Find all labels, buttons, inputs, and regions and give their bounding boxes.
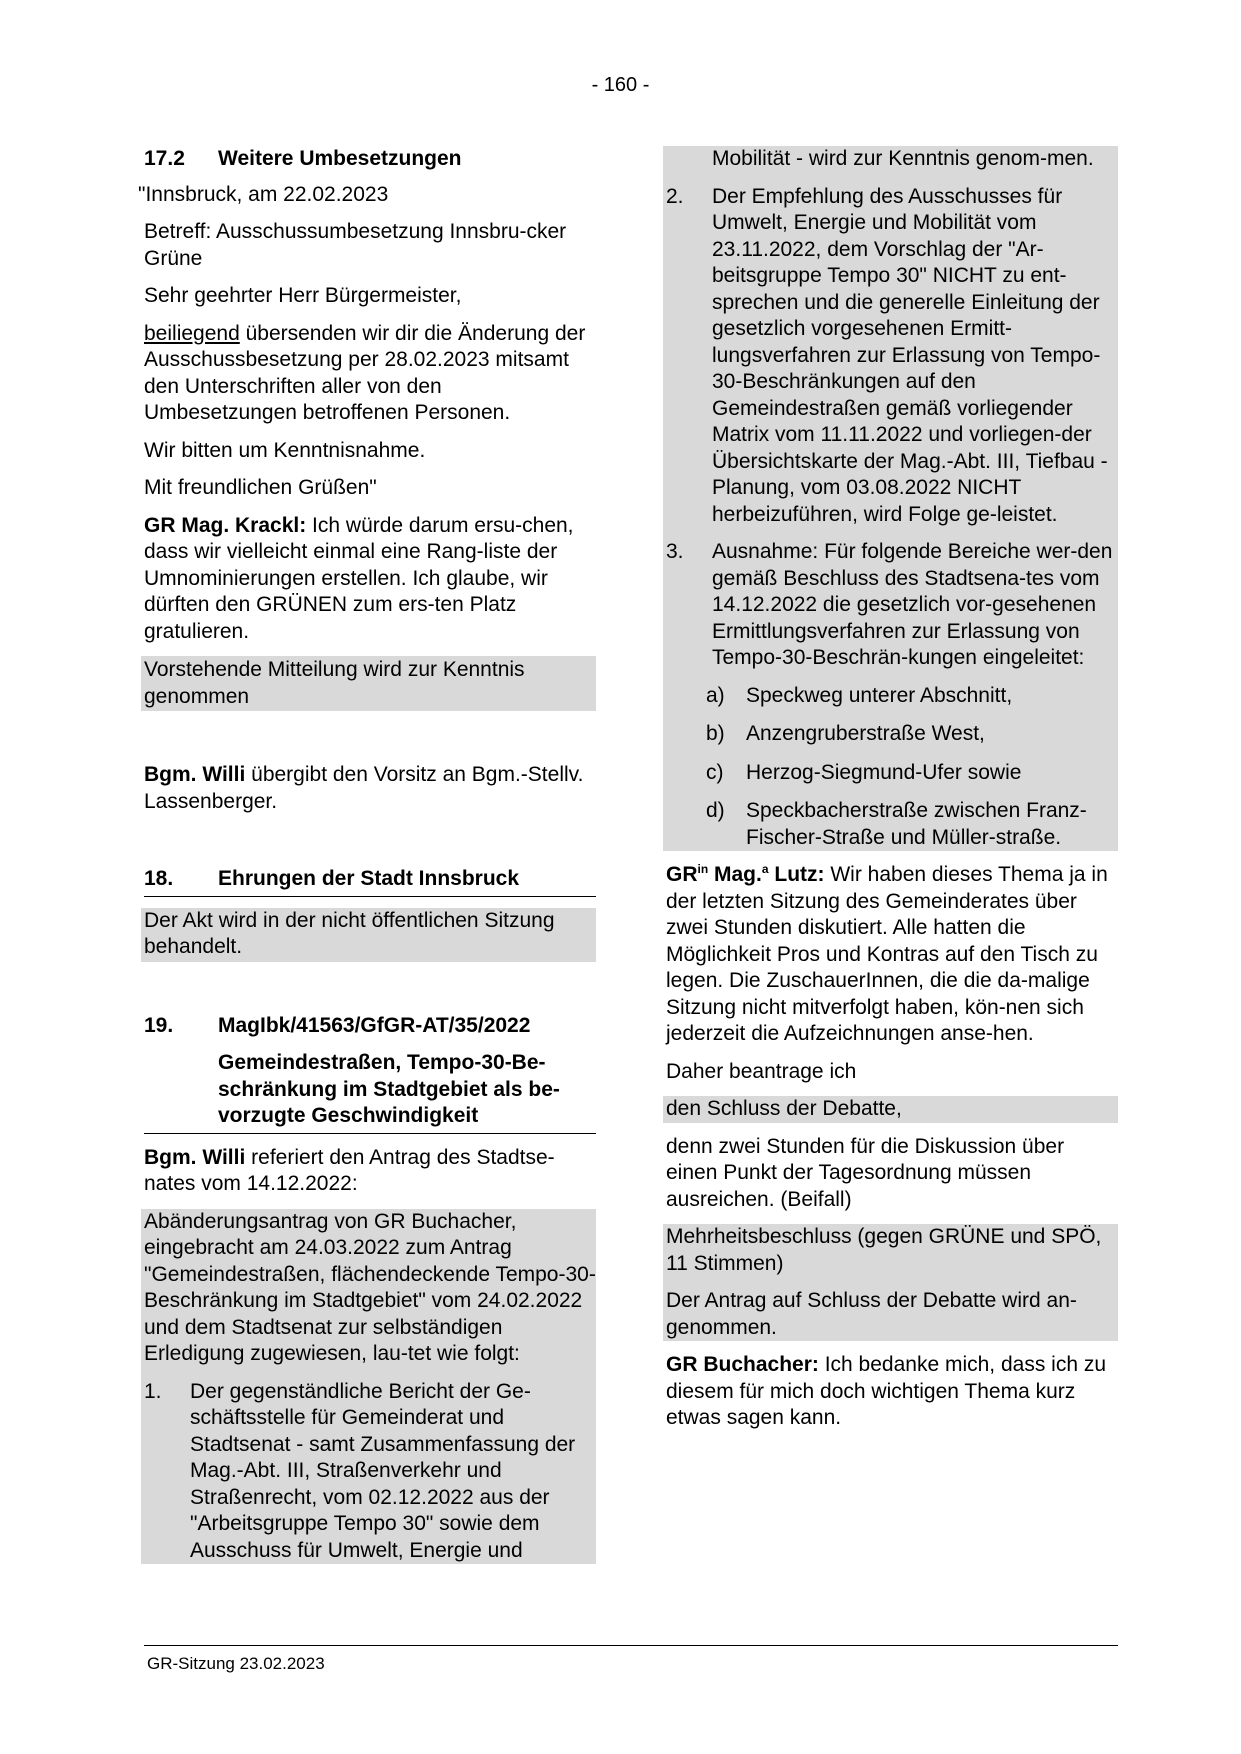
section-title: Gemeindestraßen, Tempo-30-Be-schränkung im Stadtgebiet als be-vorzugte Geschwindigkeit [218, 1051, 560, 1127]
list-item: 3. Ausnahme: Für folgende Bereiche wer-den gemäß Beschluss des Stadtsena-tes vom 14.12.2022 die gesetzlich vor-gesehenen Ermittlungsverfahren zur Erlassung von Tempo-30-Beschrän-kungen eingeleitet: [666, 540, 1113, 669]
letter-salutation: Sehr geehrter Herr Bürgermeister, [144, 284, 462, 307]
list-item: 2. Der Empfehlung des Ausschusses für Umwelt, Energie und Mobilität vom 23.11.2022, dem Vorschlag der "Ar-beitsgruppe Tempo 30" NICHT zu ent-sprechen und die generelle Einleitung der gesetzlich vorgesehenen Ermitt-lungsverfahren zur Erlassung von Tempo-30-Beschränkungen auf den Gemeindestraßen gemäß vorliegender Matrix vom 11.11.2022 und vorliegen-der Übersichtskarte der Mag.-Abt. III, Tiefbau - Planung, vom 03.08.2022 NICHT herbeizuführen, wird Folge ge-leistet. [666, 184, 1108, 526]
motion-box-continued [663, 146, 1118, 851]
motion-highlight: den Schluss der Debatte, [663, 1096, 1118, 1123]
speaker-name: Bgm. Willi [144, 1145, 246, 1169]
sub-list-item: c) Herzog-Siegmund-Ufer sowie [706, 760, 1022, 784]
notice-box: Der Akt wird in der nicht öffentlichen Sitzung behandelt. [141, 908, 596, 962]
notice-box: Vorstehende Mitteilung wird zur Kenntnis genommen [141, 656, 596, 711]
letter-subject: Betreff: Ausschussumbesetzung Innsbru-cker Grüne [144, 220, 567, 270]
list-item: Mobilität - wird zur Kenntnis genom-men. [712, 147, 1094, 170]
section-17-2-heading [144, 146, 596, 173]
section-number: 17.2 [144, 147, 185, 170]
section-18-heading [144, 866, 596, 897]
sub-list-item: a) Speckweg unterer Abschnitt, [706, 683, 1013, 707]
speech-buchacher: GR Buchacher: Ich bedanke mich, dass ich zu diesem für mich doch wichtigen Thema kurz etwas sagen kann. [666, 1353, 1107, 1429]
section-number: 19. [144, 1013, 174, 1037]
footer: GR-Sitzung 23.02.2023 [147, 1654, 325, 1673]
speech-lutz: $GR^{in}$ Mag.$^a$ Lutz: Wir haben dieses Thema ja in der letzten Sitzung des Gemeinderates über zwei Stunden diskutiert. Alle hatten die Möglichkeit Pros und Kontras auf den Tisch zu legen. Die ZuschauerInnen, die die da-malige Sitzung nicht mitverfolgt haben, kön-nen sich jederzeit die Aufzeichnungen anse-hen. [666, 862, 1108, 1045]
list-item: 1. Der gegenständliche Bericht der Ge-schäftsstelle für Gemeinderat und Stadtsenat - samt Zusammenfassung der Mag.-Abt. III, Straßenverkehr und Straßenrecht, vom 02.12.2022 aus der "Arbeitsgruppe Tempo 30" sowie dem Ausschuss für Umwelt, Energie und [144, 1379, 576, 1562]
footer-rule [144, 1645, 1118, 1646]
sub-list-item: b) Anzengruberstraße West, [706, 722, 985, 745]
section-title: Ehrungen der Stadt Innsbruck [218, 867, 520, 890]
page-number: - 160 - [591, 74, 650, 96]
section-reference: MagIbk/41563/GfGR-AT/35/2022 [218, 1013, 531, 1037]
motion-intro: Abänderungsantrag von GR Buchacher, eingebracht am 24.03.2022 zum Antrag "Gemeindestraßen, flächendeckende Tempo-30-Beschränkung im Stadtgebiet" vom 24.02.2022 und dem Stadtsenat zur selbständigen Erledigung zugewiesen, lau-tet wie folgt: [144, 1209, 596, 1365]
section-title: Weitere Umbesetzungen [218, 147, 462, 170]
motion-box [141, 1209, 596, 1565]
lutz-reason: denn zwei Stunden für die Diskussion über einen Punkt der Tagesordnung müssen ausreichen. (Beifall) [666, 1134, 1065, 1211]
speaker-name: $GR^{in}$ Mag.$^a$ Lutz: [666, 862, 825, 886]
sub-list-item: d) Speckbacherstraße zwischen Franz-Fischer-Straße und Müller-straße. [706, 799, 1087, 849]
vote-box: Mehrheitsbeschluss (gegen GRÜNE und SPÖ, 11 Stimmen) [663, 1224, 1118, 1283]
letter-closing: Mit freundlichen Grüßen" [144, 476, 377, 499]
speaker-name: GR Buchacher: [666, 1353, 819, 1376]
right-column [666, 146, 1118, 1432]
left-column [138, 146, 596, 1564]
speech-willi-chair: Bgm. Willi übergibt den Vorsitz an Bgm.-Stellv. Lassenberger. [144, 763, 584, 813]
speech-willi-motion: Bgm. Willi referiert den Antrag des Stadtse-nates vom 14.12.2022: [144, 1145, 555, 1195]
underlined-word: beiliegend [144, 321, 240, 345]
speech-krackl: GR Mag. Krackl: Ich würde darum ersu-chen, dass wir vielleicht einmal eine Rang-liste der Umnominierungen erstellen. Ich glaube, wir dürften den GRÜNEN zum ers-ten Platz gratulieren. [144, 513, 574, 643]
lutz-request: Daher beantrage ich [666, 1059, 857, 1083]
section-number: 18. [144, 867, 174, 890]
speaker-name: Bgm. Willi [144, 763, 246, 786]
speaker-name: GR Mag. Krackl: [144, 513, 307, 537]
section-19-heading [144, 1013, 596, 1134]
letter-body: beiliegend übersenden wir dir die Änderung der Ausschussbesetzung per 28.02.2023 mitsamt den Unterschriften aller von den Umbesetzungen betroffenen Personen. [144, 321, 586, 424]
vote-result-box: Der Antrag auf Schluss der Debatte wird an-genommen. [663, 1283, 1118, 1341]
letter-date: "Innsbruck, am 22.02.2023 [138, 182, 389, 206]
letter-request: Wir bitten um Kenntnisnahme. [144, 438, 426, 462]
